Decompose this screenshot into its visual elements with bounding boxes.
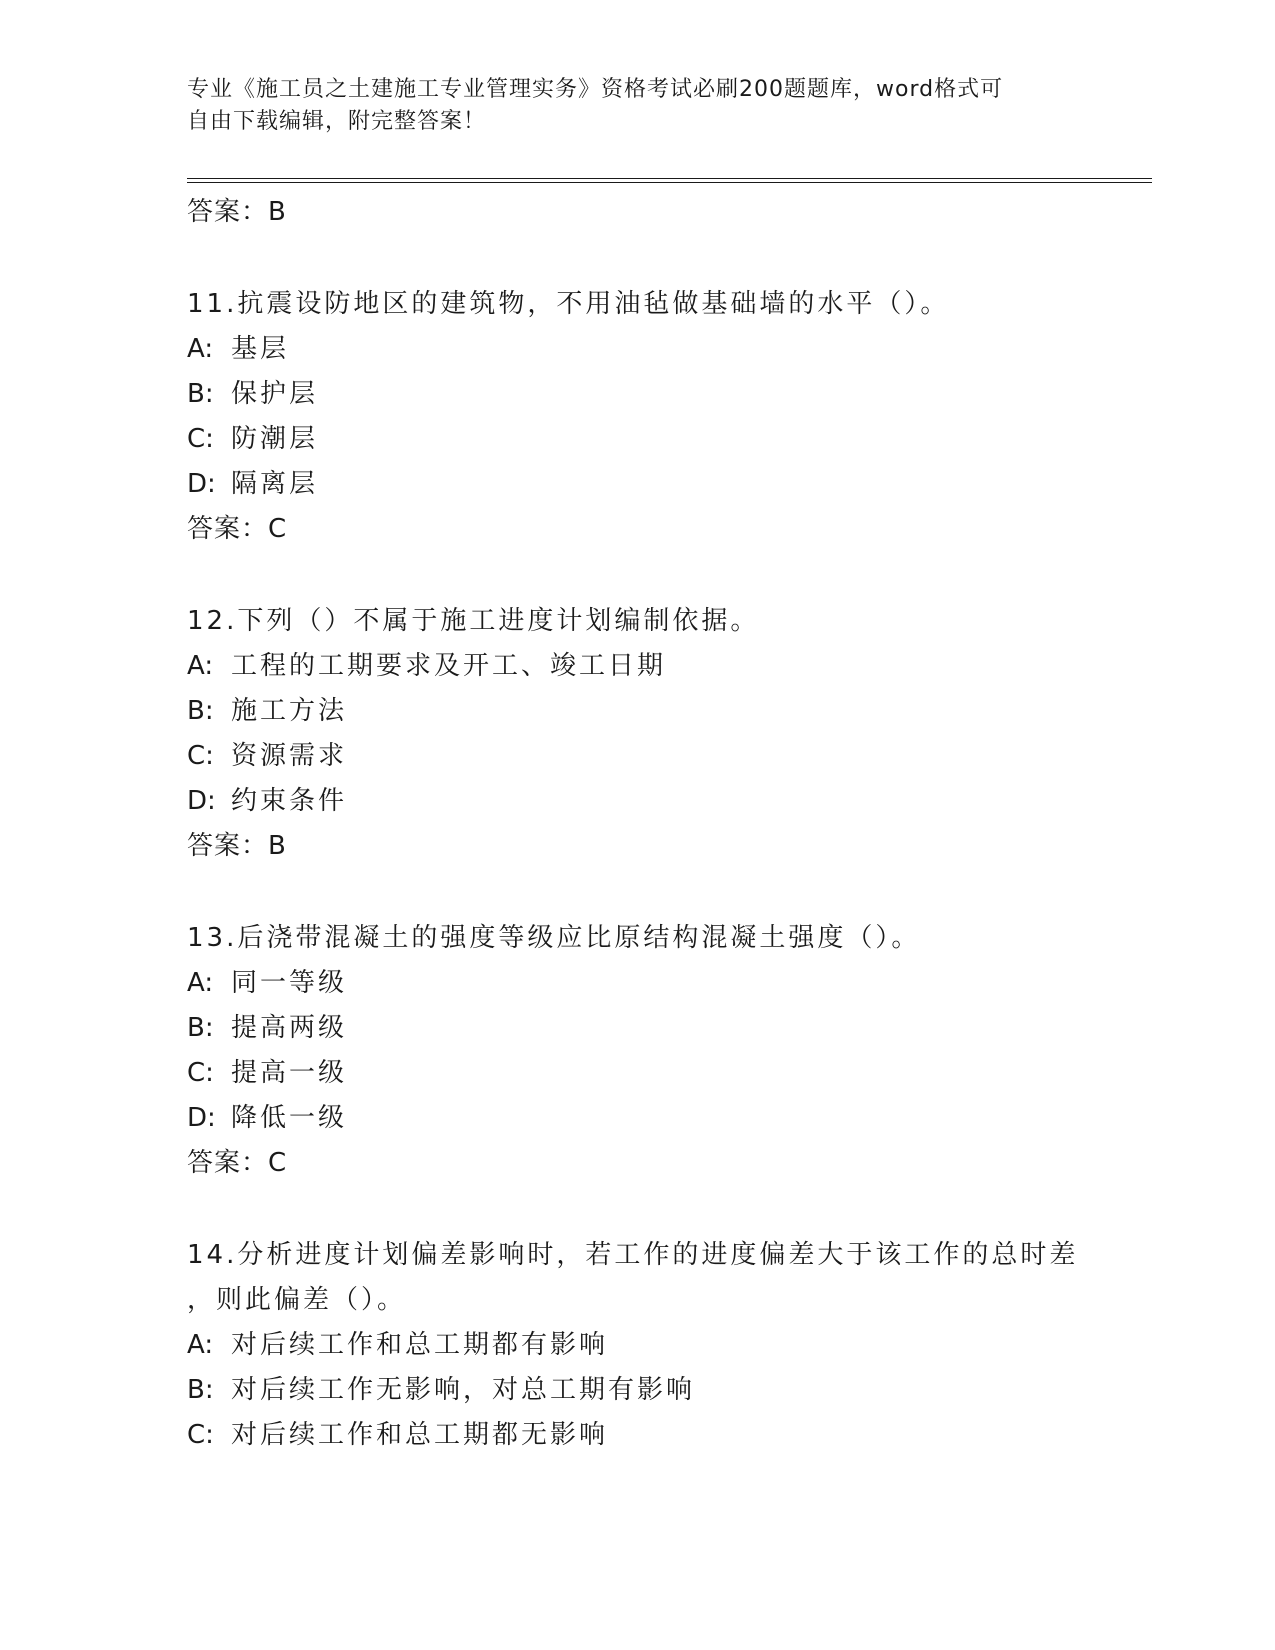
option-c	[187, 734, 1087, 779]
option-key: B:	[187, 1013, 214, 1043]
option-a	[187, 1323, 1087, 1368]
option-d	[187, 462, 1087, 507]
option-a	[187, 327, 1087, 372]
question-line-1	[187, 1233, 1087, 1278]
option-d	[187, 1096, 1087, 1141]
question-stem: 抗震设防地区的建筑物，不用油毡做基础墙的水平（）。	[237, 289, 950, 319]
question-number: 13.	[187, 923, 238, 953]
option-b	[187, 1368, 1087, 1413]
header-line-2: 自由下载编辑，附完整答案！	[187, 109, 487, 134]
option-key: D:	[187, 786, 216, 816]
option-text: 提高一级	[231, 1058, 348, 1088]
option-key: B:	[187, 1375, 214, 1405]
header-line-1: 专业《施工员之土建施工专业管理实务》资格考试必刷200题题库，word格式可	[187, 77, 1004, 102]
option-key: B:	[187, 379, 214, 409]
option-text: 同一等级	[231, 968, 348, 998]
option-d	[187, 779, 1087, 824]
question-block-13	[187, 916, 1087, 1186]
answer: 答案：C	[187, 514, 288, 544]
option-b	[187, 689, 1087, 734]
option-c	[187, 417, 1087, 462]
option-text: 提高两级	[231, 1013, 348, 1043]
question-text	[187, 1233, 1087, 1323]
option-key: D:	[187, 1103, 216, 1133]
option-text: 隔离层	[231, 469, 319, 499]
option-key: A:	[187, 334, 214, 364]
option-text: 施工方法	[231, 696, 348, 726]
option-text: 约束条件	[231, 786, 348, 816]
answer: 答案：B	[187, 831, 287, 861]
option-text: 基层	[231, 334, 290, 364]
option-text: 工程的工期要求及开工、竣工日期	[231, 651, 667, 681]
option-key: C:	[187, 1420, 214, 1450]
option-text: 防潮层	[231, 424, 319, 454]
question-block-11	[187, 282, 1087, 552]
question-text	[187, 916, 1087, 961]
option-a	[187, 961, 1087, 1006]
option-text: 保护层	[231, 379, 319, 409]
question-stem: 后浇带混凝土的强度等级应比原结构混凝土强度（）。	[237, 923, 921, 953]
question-text	[187, 282, 1087, 327]
option-text: 资源需求	[231, 741, 348, 771]
question-number: 14.	[187, 1240, 238, 1270]
option-key: C:	[187, 424, 214, 454]
header-rule-bottom	[187, 182, 1152, 183]
option-key: A:	[187, 651, 214, 681]
option-b	[187, 1006, 1087, 1051]
option-b	[187, 372, 1087, 417]
option-key: C:	[187, 1058, 214, 1088]
header-rule-top	[187, 178, 1152, 179]
option-key: B:	[187, 696, 214, 726]
question-list	[187, 190, 1087, 1458]
question-number: 11.	[187, 289, 238, 319]
document-header	[187, 74, 1067, 138]
option-key: A:	[187, 968, 214, 998]
option-key: A:	[187, 1330, 214, 1360]
answer: 答案：C	[187, 1148, 288, 1178]
option-text: 对后续工作和总工期都有影响	[231, 1330, 609, 1360]
option-c	[187, 1413, 1087, 1458]
option-text: 对后续工作和总工期都无影响	[231, 1420, 609, 1450]
previous-answer: 答案：B	[187, 197, 287, 227]
question-block-12	[187, 599, 1087, 869]
option-key: C:	[187, 741, 214, 771]
option-text: 对后续工作无影响，对总工期有影响	[231, 1375, 696, 1405]
option-text: 降低一级	[231, 1103, 348, 1133]
question-text	[187, 599, 1087, 644]
question-number: 12.	[187, 606, 238, 636]
question-stem: 下列（）不属于施工进度计划编制依据。	[237, 606, 760, 636]
option-c	[187, 1051, 1087, 1096]
question-stem-line-2: ，则此偏差（）。	[187, 1285, 407, 1315]
option-key: D:	[187, 469, 216, 499]
question-block-14	[187, 1233, 1087, 1458]
option-a	[187, 644, 1087, 689]
question-stem-line-1: 分析进度计划偏差影响时，若工作的进度偏差大于该工作的总时差	[237, 1240, 1079, 1270]
